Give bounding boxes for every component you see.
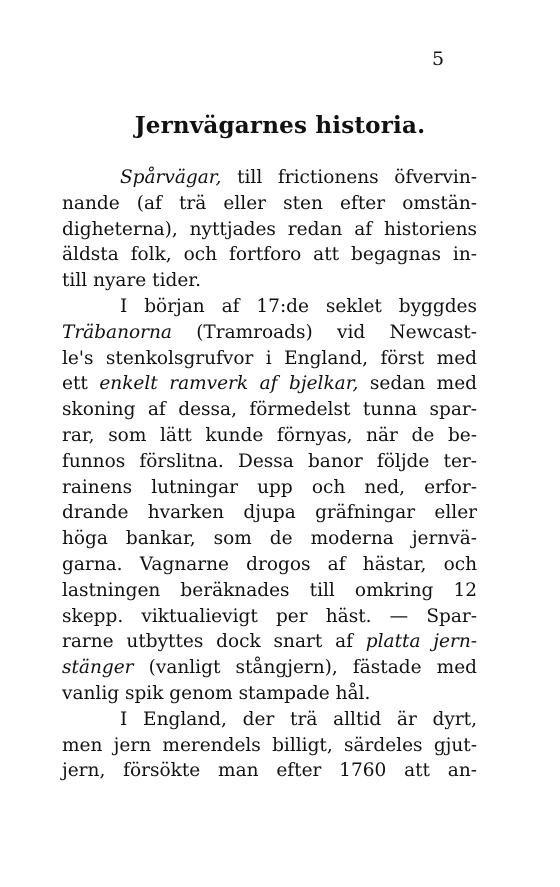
text-line	[62, 449, 477, 475]
text-run: äldsta folk, och fortforo att begagnas in-	[62, 244, 477, 266]
text-line	[62, 681, 477, 707]
text-run: skoning af dessa, förmedelst tunna spar-	[62, 399, 477, 421]
italic-term: platta jern-	[365, 631, 477, 653]
text-line	[62, 604, 477, 630]
body-text	[62, 165, 477, 784]
text-line	[62, 320, 477, 346]
text-line	[62, 346, 477, 372]
chapter-title: Jernvägarnes historia.	[134, 112, 426, 139]
text-line	[62, 397, 477, 423]
text-run: till frictionens öfvervin-	[221, 167, 477, 188]
text-run: funnos förslitna. Dessa banor följde ter-	[62, 450, 477, 472]
text-run: till nyare tider.	[62, 270, 201, 292]
italic-term: stänger	[62, 657, 134, 679]
text-line	[62, 629, 477, 655]
italic-term: Spårvägar,	[120, 167, 222, 188]
text-run: le's stenkolsgrufvor i England, först med	[62, 347, 477, 369]
text-line	[62, 191, 477, 217]
text-run: lastningen beräknades till omkring 12	[62, 579, 477, 601]
text-line	[62, 475, 477, 501]
text-line	[62, 371, 477, 397]
text-line	[62, 500, 477, 526]
text-run: I början af 17:de seklet byggdes	[120, 295, 477, 317]
text-run: rarne utbyttes dock snart af	[62, 631, 366, 653]
text-run: ett	[62, 373, 100, 395]
text-line	[62, 552, 477, 578]
text-line	[62, 268, 477, 294]
text-run: garna. Vagnarne drogos af hästar, och	[62, 553, 477, 575]
text-line	[62, 526, 477, 552]
text-line	[62, 655, 477, 681]
text-line	[62, 578, 477, 604]
text-run: drande hvarken djupa gräfningar eller	[62, 502, 477, 524]
text-run: jern, försökte man efter 1760 att an-	[62, 760, 477, 782]
text-run: höga bankar, som de moderna jernvä-	[62, 528, 477, 550]
text-run: nande (af trä eller sten efter omstän-	[62, 192, 477, 214]
text-run: skepp. viktualievigt per häst. — Spar-	[62, 605, 477, 627]
text-run: men jern merendels billigt, särdeles gjut-	[62, 734, 477, 756]
text-run: I England, der trä alltid är dyrt,	[120, 708, 477, 730]
page-number: 5	[432, 48, 445, 70]
text-run: sedan med	[358, 373, 478, 395]
text-line	[62, 242, 477, 268]
text-run: rar, som lätt kunde förnyas, när de be-	[62, 424, 477, 446]
text-line	[62, 423, 477, 449]
text-line	[62, 733, 477, 759]
text-line	[62, 294, 477, 320]
text-line	[62, 217, 477, 243]
text-run: (Tramroads) vid Newcast-	[171, 321, 477, 343]
text-run: (vanligt stångjern), fästade med	[133, 657, 477, 679]
text-line	[62, 707, 477, 733]
text-run: rainens lutningar upp och ned, erfor-	[62, 476, 477, 498]
italic-term: Träbanorna	[62, 321, 172, 343]
text-run: digheterna), nyttjades redan af historiens	[62, 218, 477, 240]
text-run: vanlig spik genom stampade hål.	[62, 682, 371, 704]
text-line	[62, 758, 477, 784]
italic-term: enkelt ramverk af bjelkar,	[99, 373, 359, 395]
text-line	[62, 165, 477, 191]
